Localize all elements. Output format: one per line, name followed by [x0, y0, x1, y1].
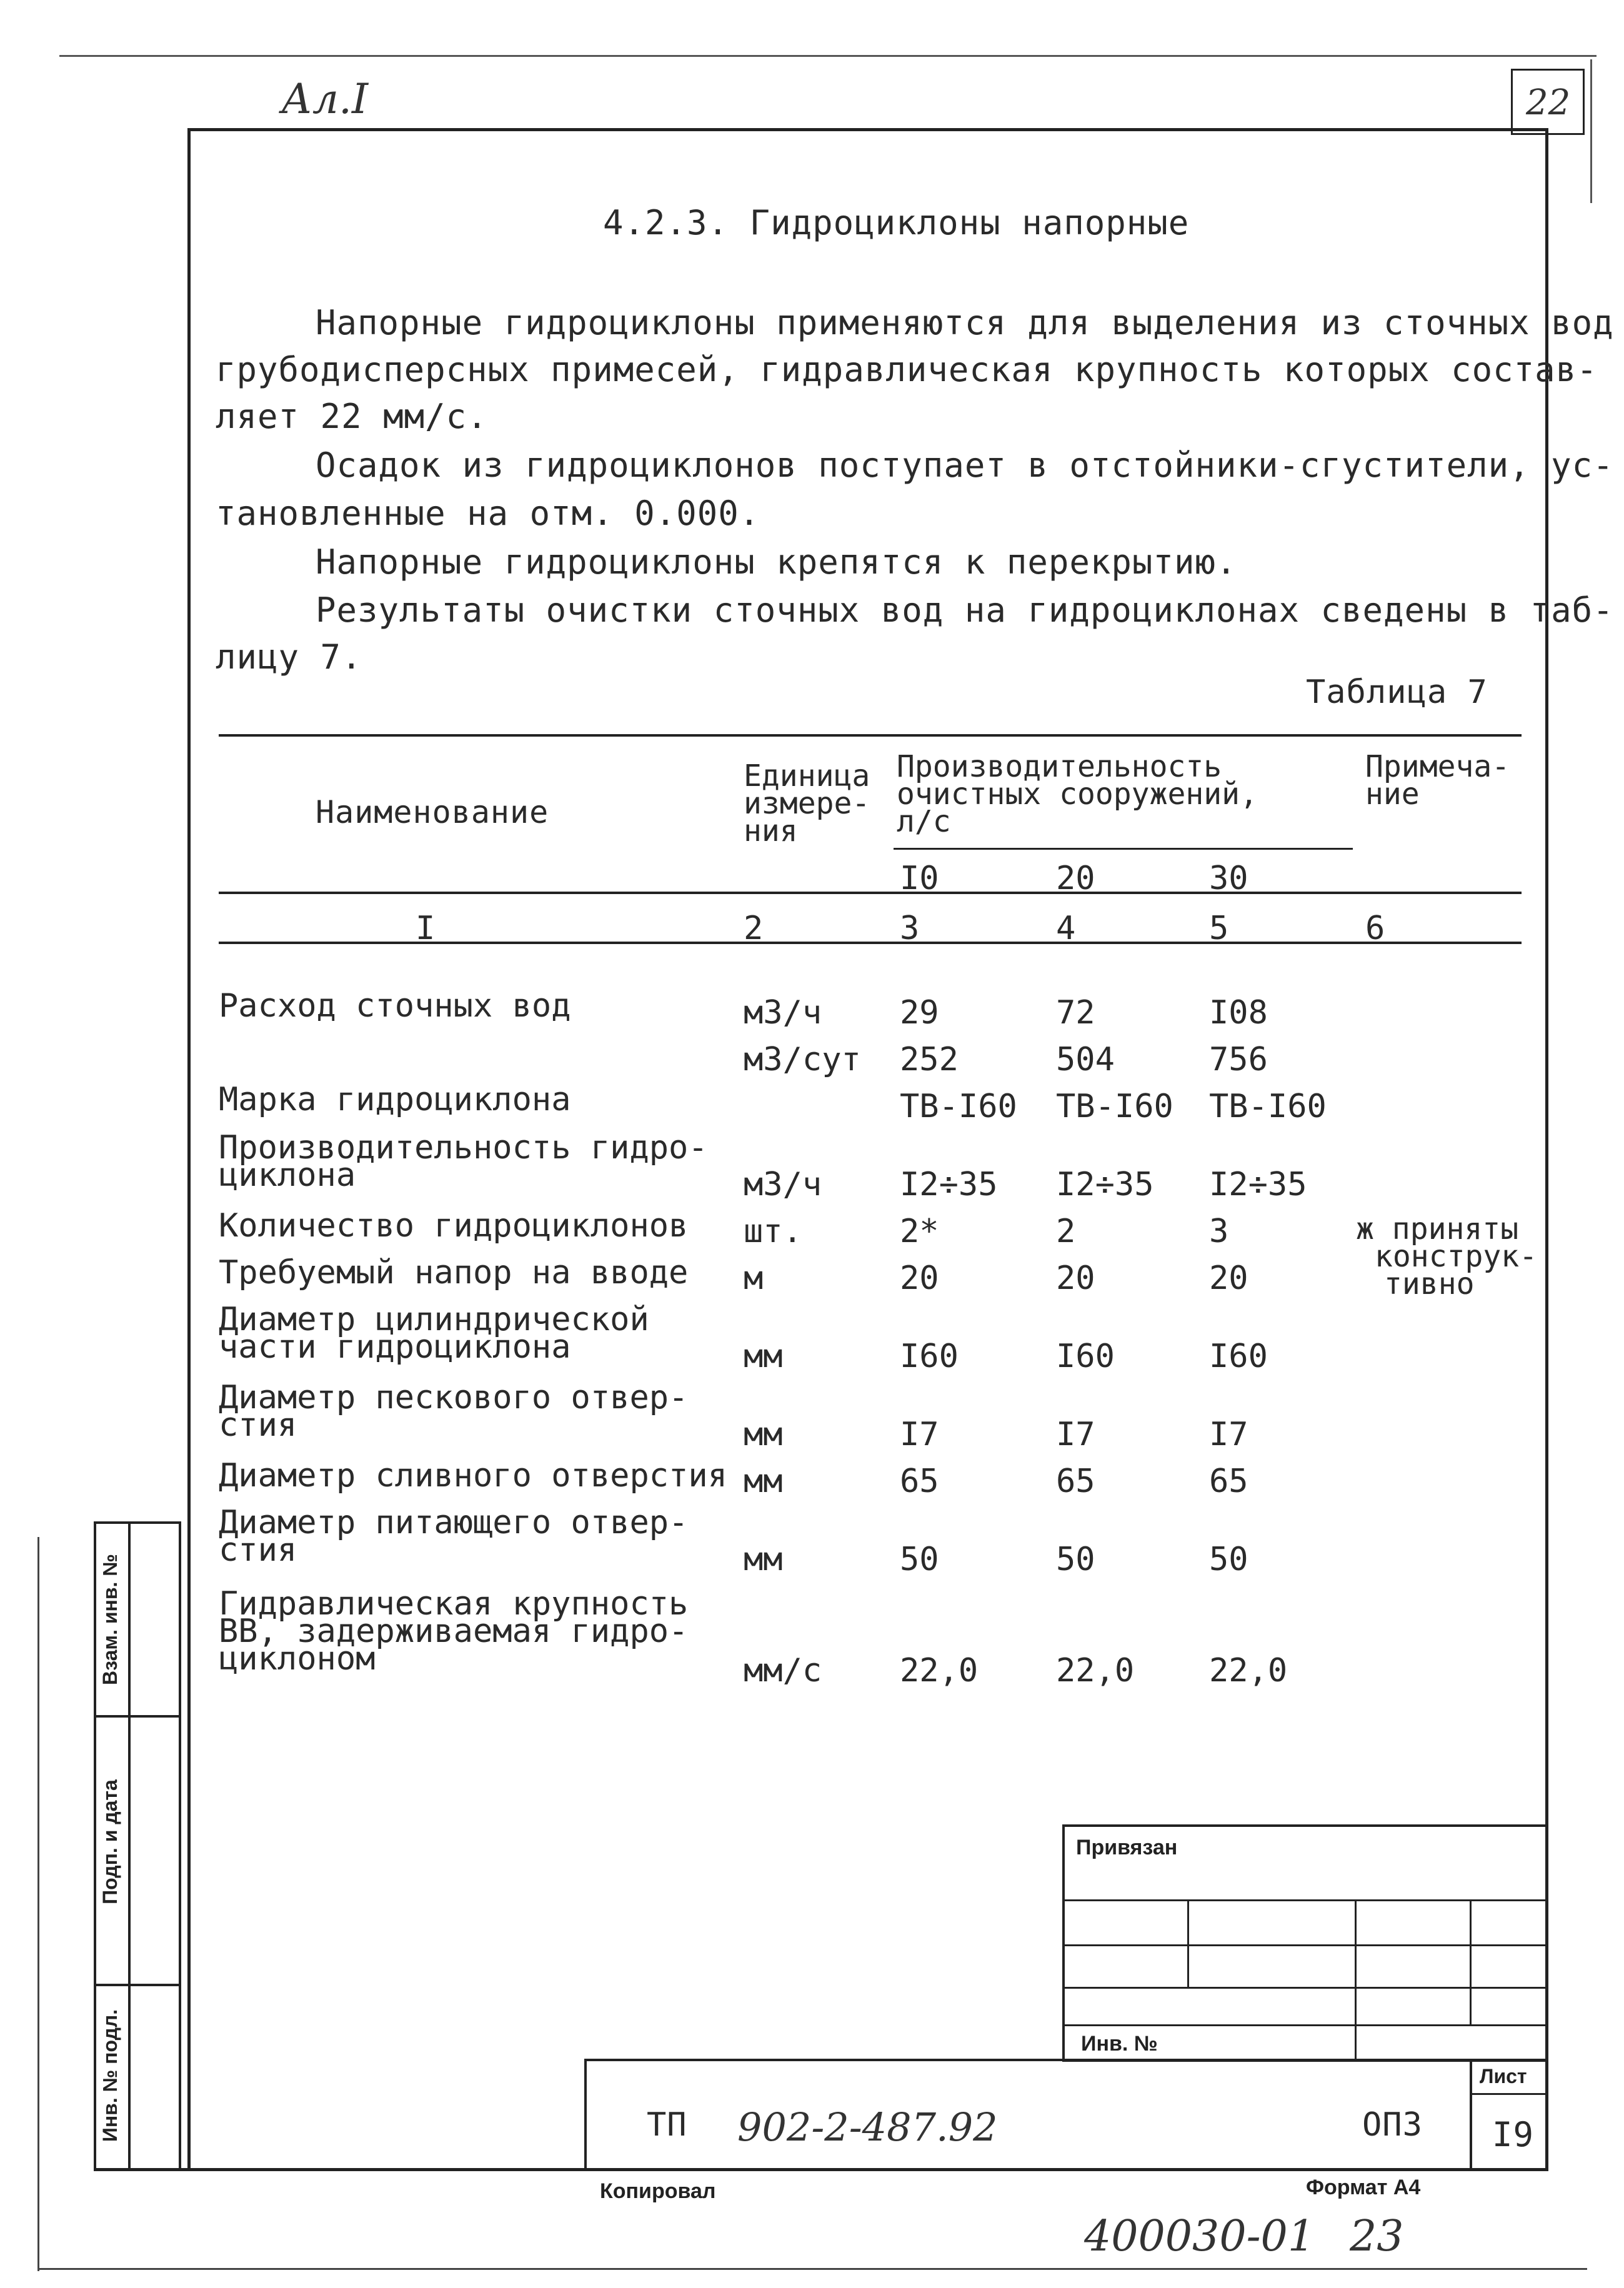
- row-unit: мм: [744, 1463, 783, 1500]
- row-value-10: 20: [900, 1260, 939, 1297]
- privyazan-row-4: [1062, 2024, 1548, 2026]
- row-name: ВВ, задерживаемая гидро-: [219, 1613, 689, 1650]
- corner-mark: Ал.I: [281, 75, 369, 123]
- privyazan-col-1: [1187, 1899, 1189, 1987]
- row-unit: мм: [744, 1541, 783, 1578]
- row-unit: м3/ч: [744, 1166, 822, 1203]
- row-value-30: 50: [1209, 1541, 1248, 1578]
- col-number-3: 3: [900, 910, 920, 947]
- sheet-number: I9: [1492, 2115, 1535, 2154]
- top-right-edge: [1590, 59, 1592, 203]
- format-label: Формат А4: [1306, 2176, 1421, 2199]
- col-number-4: 4: [1056, 910, 1076, 947]
- paragraph-line-2: грубодисперсных примесей, гидравлическая крупность которых состав-: [216, 350, 1598, 389]
- row-name: Диаметр цилиндрической: [219, 1301, 649, 1338]
- table-rule-numbers: [219, 942, 1522, 944]
- paragraph-line-7: Результаты очистки сточных вод на гидроциклонах сведены в таб-: [316, 590, 1614, 630]
- row-unit: м: [744, 1260, 764, 1297]
- bottom-rule: [37, 2268, 1587, 2270]
- row-name: Требуемый напор на вводе: [219, 1254, 689, 1291]
- row-name: Марка гидроциклона: [219, 1081, 571, 1118]
- row-value-10: I60: [900, 1338, 959, 1375]
- section-code: ОПЗ: [1362, 2106, 1423, 2144]
- row-value-10: 65: [900, 1463, 939, 1500]
- col-number-2: 2: [744, 910, 764, 947]
- row-value-10: 22,0: [900, 1652, 979, 1689]
- side-stamp-divider: [128, 1521, 131, 2171]
- row-name: стия: [219, 1531, 297, 1569]
- row-name: стия: [219, 1406, 297, 1444]
- row-unit: м3/сут: [744, 1041, 861, 1078]
- row-value-20: ТВ-I60: [1056, 1088, 1173, 1125]
- row-value-10: 252: [900, 1041, 959, 1078]
- row-value-30: 3: [1209, 1213, 1229, 1250]
- header-capacity-30: 30: [1209, 860, 1248, 897]
- privyazan-block: [1062, 1824, 1548, 2062]
- header-capacity-2: очистных сооружений,: [897, 777, 1258, 812]
- top-rule: [59, 55, 1597, 57]
- table-rule-header: [219, 892, 1522, 894]
- row-value-30: 756: [1209, 1041, 1268, 1078]
- table-rule-top: [219, 734, 1522, 737]
- paragraph-line-1: Напорные гидроциклоны применяются для выделения из сточных вод: [316, 303, 1614, 342]
- privyazan-row-3: [1062, 1987, 1548, 1989]
- row-name: Диаметр питающего отвер-: [219, 1504, 689, 1541]
- row-value-10: 50: [900, 1541, 939, 1578]
- row-name: Расход сточных вод: [219, 987, 571, 1025]
- row-value-20: 22,0: [1056, 1652, 1135, 1689]
- header-unit-2: измере-: [744, 786, 870, 821]
- row-value-10: I2÷35: [900, 1166, 998, 1203]
- row-value-20: 2: [1056, 1213, 1076, 1250]
- frame-top: [187, 128, 1548, 131]
- footnote-line-2: конструк-: [1375, 1239, 1538, 1274]
- row-value-20: I60: [1056, 1338, 1115, 1375]
- archive-page: 23: [1350, 2212, 1404, 2261]
- row-value-30: ТВ-I60: [1209, 1088, 1327, 1125]
- row-name: Количество гидроциклонов: [219, 1207, 689, 1245]
- row-value-20: 20: [1056, 1260, 1095, 1297]
- row-name: циклона: [219, 1156, 356, 1194]
- row-unit: мм: [744, 1416, 783, 1453]
- paragraph-line-5: тановленные на отм. 0.000.: [216, 494, 760, 533]
- row-value-30: 22,0: [1209, 1652, 1288, 1689]
- row-unit: шт.: [744, 1213, 802, 1250]
- row-value-20: I2÷35: [1056, 1166, 1154, 1203]
- row-value-20: 65: [1056, 1463, 1095, 1500]
- row-value-10: 2*: [900, 1213, 939, 1250]
- privyazan-label: Привязан: [1076, 1836, 1178, 1859]
- row-unit: м3/ч: [744, 994, 822, 1032]
- row-value-30: I60: [1209, 1338, 1268, 1375]
- row-value-10: ТВ-I60: [900, 1088, 1017, 1125]
- table-caption: Таблица 7: [1306, 674, 1488, 711]
- col-number-5: 5: [1209, 910, 1229, 947]
- row-name: Производительность гидро-: [219, 1129, 708, 1166]
- side-stamp-vzam: Взам. инв. №: [99, 1554, 121, 1685]
- col-number-6: 6: [1365, 910, 1385, 947]
- row-name: части гидроциклона: [219, 1328, 571, 1366]
- frame-left: [187, 128, 191, 2171]
- row-name: циклоном: [219, 1640, 376, 1678]
- side-stamp-cut-1: [94, 1715, 181, 1718]
- section-title: 4.2.3. Гидроциклоны напорные: [603, 203, 1190, 242]
- sheet-row-divider: [1470, 2093, 1548, 2095]
- row-value-20: I7: [1056, 1416, 1095, 1453]
- privyazan-col-3: [1470, 1899, 1472, 2024]
- row-value-30: 65: [1209, 1463, 1248, 1500]
- row-value-20: 504: [1056, 1041, 1115, 1078]
- sheet-label: Лист: [1480, 2065, 1527, 2087]
- footnote-line-1: ж приняты: [1356, 1211, 1519, 1246]
- header-unit-1: Единица: [744, 759, 870, 793]
- row-unit: мм/с: [744, 1652, 822, 1689]
- sheet-col-divider: [1470, 2059, 1472, 2171]
- row-value-30: 20: [1209, 1260, 1248, 1297]
- paragraph-line-8: лицу 7.: [216, 637, 362, 677]
- inv-no-label: Инв. №: [1081, 2032, 1158, 2056]
- copied-label: Копировал: [600, 2179, 716, 2203]
- footnote-line-3: тивно: [1384, 1266, 1475, 1301]
- row-name: Диаметр сливного отверстия: [219, 1457, 727, 1495]
- page-number-top: 22: [1526, 82, 1571, 123]
- header-capacity-20: 20: [1056, 860, 1095, 897]
- row-value-30: I08: [1209, 994, 1268, 1032]
- row-value-20: 50: [1056, 1541, 1095, 1578]
- row-value-20: 72: [1056, 994, 1095, 1032]
- row-value-30: I2÷35: [1209, 1166, 1307, 1203]
- paragraph-line-3: ляет 22 мм/с.: [216, 397, 488, 436]
- header-unit-3: ния: [744, 813, 798, 848]
- header-note-2: ние: [1365, 777, 1420, 812]
- header-note-1: Примеча-: [1365, 749, 1510, 784]
- tp-label: ТП: [647, 2106, 687, 2144]
- header-name: Наименование: [316, 794, 549, 830]
- row-name: Диаметр пескового отвер-: [219, 1379, 689, 1416]
- privyazan-row-1: [1062, 1899, 1548, 1901]
- privyazan-col-2: [1355, 1899, 1357, 2062]
- left-margin-rule: [37, 1537, 39, 2271]
- row-name: Гидравлическая крупность: [219, 1585, 689, 1623]
- archive-number: 400030-01: [1084, 2212, 1315, 2261]
- header-capacity-10: I0: [900, 860, 939, 897]
- paragraph-line-4: Осадок из гидроциклонов поступает в отстойники-сгустители, ус-: [316, 445, 1614, 485]
- row-value-10: 29: [900, 994, 939, 1032]
- capacity-underline: [894, 848, 1353, 850]
- privyazan-row-2: [1062, 1944, 1548, 1946]
- row-value-30: I7: [1209, 1416, 1248, 1453]
- header-capacity-3: л/с: [897, 804, 951, 839]
- header-capacity-1: Производительность: [897, 749, 1222, 784]
- col-number-1: I: [416, 910, 436, 947]
- paragraph-line-6: Напорные гидроциклоны крепятся к перекрытию.: [316, 542, 1237, 582]
- side-stamp-inv: Инв. № подл.: [99, 2009, 121, 2142]
- side-stamp-podp: Подп. и дата: [99, 1779, 121, 1904]
- doc-number: 902-2-487.92: [737, 2104, 998, 2150]
- row-value-10: I7: [900, 1416, 939, 1453]
- row-unit: мм: [744, 1338, 783, 1375]
